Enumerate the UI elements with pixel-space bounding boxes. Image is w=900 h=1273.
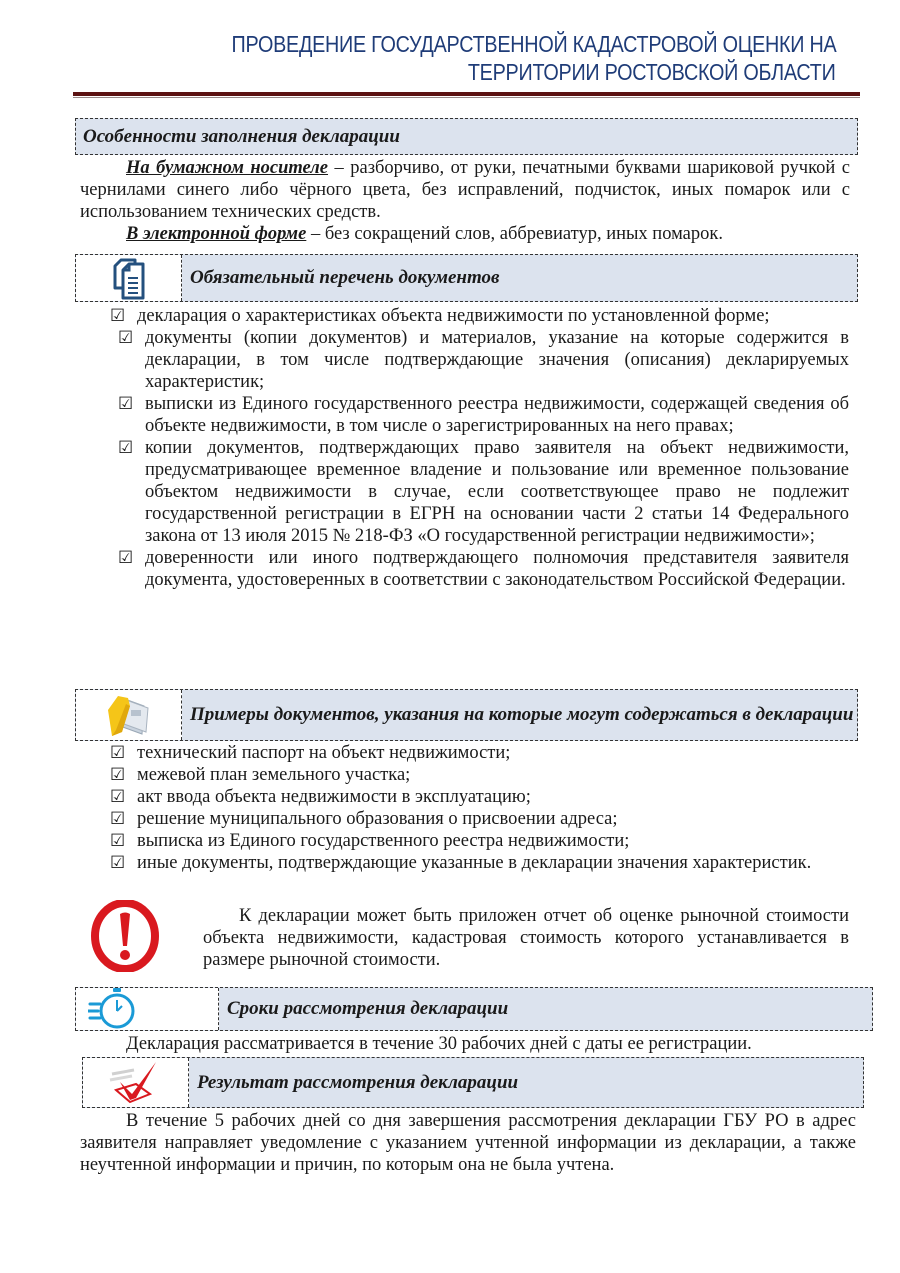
paper-lead: На бумажном носителе (126, 158, 329, 178)
list-item: ☑ выписка из Единого государственного реестра недвижимости; (110, 831, 630, 851)
notice-icon-wrap (90, 900, 160, 972)
folder-icon (104, 692, 154, 738)
filling-paper-paragraph (80, 157, 850, 223)
checkbox-icon: ☑ (118, 328, 134, 348)
section-required-docs-header (75, 254, 858, 302)
section-result-header (82, 1057, 864, 1108)
section-filling-header (75, 118, 858, 155)
list-item: ☑ копии документов, подтверждающих право заявителя на объект недвижимости, предусматривающее временное владение и пользование или временное пользование объектом недвижимости в случае, если соответствующее право не подлежит государственной регистрации в ЕГРН на основании части 2 статьи 14 Федерального закона от 13 июля 2015 № 218-ФЗ «О государственной регистрации недвижимости»; (118, 438, 849, 546)
section-terms-header (75, 987, 873, 1031)
checkbox-icon: ☑ (110, 743, 126, 763)
list-item: ☑ межевой план земельного участка; (110, 765, 411, 785)
icon-cell (76, 690, 182, 740)
page-title-line-2: ТЕРРИТОРИИ РОСТОВСКОЙ ОБЛАСТИ (468, 59, 836, 85)
checkbox-icon: ☑ (110, 765, 126, 785)
list-item: ☑ доверенности или иного подтверждающего полномочия представителя заявителя документа, удостоверенных в соответствии с законодательством Российской Федерации. (118, 548, 849, 590)
list-item: ☑ декларация о характеристиках объекта недвижимости по установленной форме; (110, 306, 770, 326)
result-text: В течение 5 рабочих дней со дня завершения рассмотрения декларации ГБУ РО в адрес заявителя направляет уведомление с указанием учтенной информации из декларации, а также неучтенной информации и причин, по которым она не была учтена. (80, 1111, 856, 1175)
icon-cell (83, 1058, 189, 1107)
section-heading: Обязательный перечень документов (190, 267, 500, 288)
list-item: ☑ решение муниципального образования о присвоении адреса; (110, 809, 618, 829)
checkmark-icon (106, 1060, 166, 1106)
checkbox-icon: ☑ (118, 394, 134, 414)
examples-list (110, 742, 849, 874)
electronic-lead: В электронной форме (126, 224, 307, 244)
page-title-line-1: ПРОВЕДЕНИЕ ГОСУДАРСТВЕННОЙ КАДАСТРОВОЙ ОЦЕНКИ НА (231, 31, 836, 57)
exclamation-icon (90, 900, 160, 972)
section-heading: Результат рассмотрения декларации (197, 1071, 519, 1093)
paper-text: – разборчиво, от руки, печатными буквами шариковой ручкой с чернилами синего либо чёрного цвета, без исправлений, подчисток, иных помарок или с использованием технических средств. (80, 158, 851, 222)
checkbox-icon: ☑ (110, 787, 126, 807)
checkbox-icon: ☑ (110, 831, 126, 851)
section-heading: Примеры документов, указания на которые могут содержаться в декларации (190, 704, 854, 725)
section-heading: Сроки рассмотрения декларации (227, 998, 509, 1019)
icon-cell (76, 255, 182, 301)
terms-text: Декларация рассматривается в течение 30 рабочих дней с даты ее регистрации. (126, 1034, 752, 1054)
list-item: ☑ выписки из Единого государственного реестра недвижимости, содержащей сведения об объекте недвижимости, в том числе о зарегистрированных на него правах; (118, 394, 849, 436)
checkbox-icon: ☑ (118, 438, 134, 458)
icon-cell (76, 988, 219, 1030)
filling-electronic-paragraph (80, 223, 850, 245)
section-heading: Особенности заполнения декларации (83, 125, 400, 147)
header-rule (73, 92, 860, 96)
checkbox-icon: ☑ (110, 853, 126, 873)
list-item: ☑ акт ввода объекта недвижимости в эксплуатацию; (110, 787, 531, 807)
header-rule-thin (73, 97, 860, 98)
checkbox-icon: ☑ (110, 306, 126, 326)
required-docs-list (110, 305, 849, 591)
checkbox-icon: ☑ (110, 809, 126, 829)
list-item: ☑ иные документы, подтверждающие указанные в декларации значения характеристик. (110, 853, 812, 873)
electronic-text: – без сокращений слов, аббревиатур, иных помарок. (306, 224, 724, 244)
list-item: ☑ документы (копии документов) и материалов, указание на которые содержится в декларации, в том числе подтверждающие значения (описания) декларируемых характеристик; (118, 328, 849, 392)
notice-text: К декларации может быть приложен отчет об оценке рыночной стоимости объекта недвижимости, кадастровая стоимость которого устанавливается в размере рыночной стоимости. (203, 906, 849, 970)
stopwatch-icon (88, 987, 138, 1031)
documents-icon (107, 256, 151, 300)
checkbox-icon: ☑ (118, 548, 134, 568)
section-examples-header (75, 689, 858, 741)
list-item: ☑ технический паспорт на объект недвижимости; (110, 743, 511, 763)
